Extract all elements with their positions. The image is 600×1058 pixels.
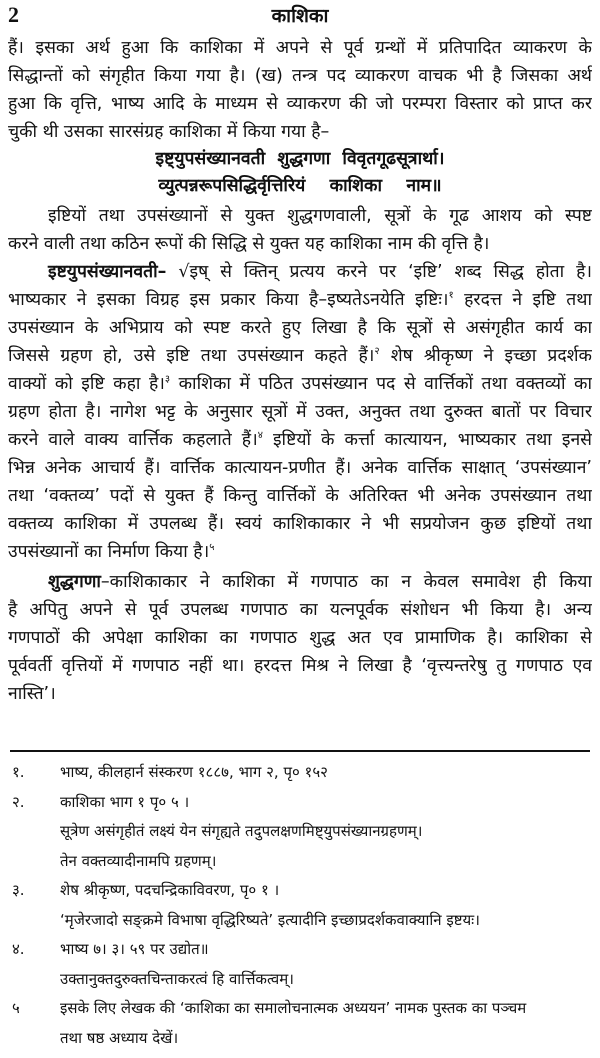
footnote-number: ५ bbox=[12, 999, 20, 1017]
footnote-number: ३. bbox=[12, 881, 25, 899]
footnote-ref: २ bbox=[374, 346, 380, 358]
footnote-text: भाष्य ७। ३। ५९ पर उद्योत॥ bbox=[60, 940, 209, 958]
footnote-text: शेष श्रीकृष्ण, पदचन्द्रिकाविवरण, पृ० १ । bbox=[60, 881, 280, 899]
footnote-row bbox=[8, 965, 592, 995]
footnote-row bbox=[8, 847, 592, 877]
text: शेष श्रीकृष्ण ने इच्छा प्रदर्शक bbox=[379, 346, 592, 366]
footnotes bbox=[8, 758, 592, 1053]
text-line: गणपाठों की अपेक्षा काशिका का गणपाठ शुद्ध अत एव प्रामाणिक है। काशिका से bbox=[8, 628, 592, 648]
footnote-text: तेन वक्तव्यादीनामपि ग्रहणम्। bbox=[60, 851, 217, 870]
text: जिससे ग्रहण हो, उसे इष्टि तथा उपसंख्यान कहते हैं। bbox=[8, 346, 375, 366]
text-line: हुआ कि वृत्ति, भाष्य आदि के माध्यम से व्याकरण की जो परम्परा विस्तार को प्राप्त कर bbox=[8, 94, 592, 114]
footnote-text: इसके लिए लेखक की ‘काशिका का समालोचनात्मक अध्ययन’ नामक पुस्तक का पञ्चम bbox=[60, 999, 527, 1017]
text: हरदत्त ने इष्टि तथा bbox=[453, 290, 592, 310]
text-line: है अपितु अपने से पूर्व उपलब्ध गणपाठ का यत्नपूर्वक संशोधन भी किया है। अन्य bbox=[8, 600, 592, 620]
footnote-row bbox=[8, 1024, 592, 1054]
footnote-row bbox=[8, 817, 592, 847]
text: भाष्यकार ने इसका विग्रह इस प्रकार किया है–इष्यतेऽनयेति इष्टिः। bbox=[8, 290, 449, 310]
text-line: नास्ति’। bbox=[8, 684, 56, 704]
main-text bbox=[8, 34, 592, 708]
paragraph-1 bbox=[8, 34, 592, 146]
text: काशिका में पठित उपसंख्यान पद से वार्त्तिकों तथा वक्तव्यों का bbox=[170, 374, 592, 394]
text-line: इष्टियों तथा उपसंख्यानों से युक्त शुद्धगणवाली, सूत्रों के गूढ आशय को स्पष्ट bbox=[48, 206, 592, 226]
footnote-row bbox=[8, 876, 592, 906]
footnote-text: सूत्रेण असंगृहीतं लक्ष्यं येन संगृह्यते तदुपलक्षणमिष्ट्युपसंख्यानग्रहणम्। bbox=[60, 822, 423, 840]
footnote-divider bbox=[10, 750, 590, 752]
text-line bbox=[8, 568, 592, 596]
footnote-ref: ३ bbox=[164, 374, 171, 386]
footnote-ref: ५ bbox=[209, 542, 215, 554]
footnote-text: तथा षष्ठ अध्याय देखें। bbox=[60, 1028, 179, 1047]
text-line: भिन्न अनेक आचार्य हैं। वार्त्तिक कात्यायन-प्रणीत हैं। अनेक वार्त्तिक साक्षात् ‘उपसंख्यान’ bbox=[8, 458, 592, 478]
footnote-row bbox=[8, 994, 592, 1024]
text-line bbox=[8, 426, 592, 454]
footnote-row bbox=[8, 788, 592, 818]
text-line bbox=[8, 286, 592, 314]
text-line: पूर्ववर्ती वृत्तियों में गणपाठ नहीं था। हरदत्त मिश्र ने लिखा है ‘वृत्त्यन्तरेषु तु गणपाठ एव bbox=[8, 656, 592, 676]
footnote-row bbox=[8, 758, 592, 788]
verse-line: व्युत्पन्नरूपसिद्धिर्वृत्तिरियं काशिका नाम॥ bbox=[158, 176, 442, 196]
paragraph-3 bbox=[8, 258, 592, 566]
text-line: वक्तव्य काशिका में उपलब्ध हैं। स्वयं काशिकाकार ने भी सप्रयोजन कुछ इष्टियों तथा bbox=[8, 514, 592, 534]
text-line bbox=[8, 370, 592, 398]
term-heading: इष्टयुपसंख्यानवती– bbox=[48, 262, 167, 282]
footnote-text: भाष्य, कीलहार्न संस्करण १८८७, भाग २, पृ० १५२ bbox=[60, 763, 328, 781]
text-line bbox=[8, 538, 592, 566]
text-line: उपसंख्यान के अभिप्राय को स्पष्ट करते हुए लिखा है कि सूत्रों से असंगृहीत कार्य का bbox=[8, 318, 592, 338]
footnote-row bbox=[8, 935, 592, 965]
footnote-text: ‘मृजेरजादो सङ्क्रमे विभाषा वृद्धिरिष्यते’ इत्यादीनि इच्छाप्रदर्शकवाक्यानि इष्टयः। bbox=[60, 910, 480, 929]
paragraph-2 bbox=[8, 202, 592, 258]
footnote-text: काशिका भाग १ पृ० ५ । bbox=[60, 792, 190, 811]
text-line bbox=[8, 258, 592, 286]
term-heading: शुद्धगणा bbox=[48, 572, 101, 592]
page-number: 2 bbox=[8, 2, 19, 27]
footnote-number: ४. bbox=[12, 940, 25, 958]
text-line: हैं। इसका अर्थ हुआ कि काशिका में अपने से पूर्व ग्रन्थों में प्रतिपादित व्याकरण के bbox=[8, 38, 592, 58]
footnote-number: २. bbox=[12, 792, 25, 811]
text: वाक्यों को इष्टि कहा है। bbox=[8, 374, 165, 394]
footnote-row bbox=[8, 906, 592, 936]
text: उपसंख्यानों का निर्माण किया है। bbox=[8, 542, 210, 562]
paragraph-4 bbox=[8, 568, 592, 708]
text-line: तथा ‘वक्तव्य’ पदों से युक्त हैं किन्तु वार्त्तिकों के अतिरिक्त भी अनेक उपसंख्यान तथा bbox=[8, 486, 592, 506]
text-line: करने वाली तथा कठिन रूपों की सिद्धि से युक्त यह काशिका नाम की वृत्ति है। bbox=[8, 234, 490, 254]
footnote-text: उक्तानुक्तदुरुक्तचिन्ताकरत्वं हि वार्त्तिकत्वम्। bbox=[60, 969, 294, 988]
text: √इष् से क्तिन् प्रत्यय करने पर ‘इष्टि’ शब्द सिद्ध होता है। bbox=[178, 262, 592, 282]
text: इष्टियों के कर्त्ता कात्यायन, भाष्यकार तथा इनसे bbox=[262, 430, 592, 450]
page-header bbox=[0, 2, 600, 30]
text-line bbox=[8, 342, 592, 370]
text: –काशिकाकार ने काशिका में गणपाठ का न केवल समावेश ही किया bbox=[100, 572, 592, 592]
sanskrit-verse bbox=[8, 146, 592, 200]
footnote-ref: ४ bbox=[257, 430, 263, 442]
text-line: ग्रहण होता है। नागेश भट्ट के अनुसार सूत्रों में उक्त, अनुक्त तथा दुरुक्त बातों पर विचार bbox=[8, 402, 592, 422]
running-title: काशिका bbox=[271, 5, 329, 27]
text-line: चुकी थी उसका सारसंग्रह काशिका में किया गया है– bbox=[8, 122, 330, 142]
text-line: सिद्धान्तों को संगृहीत किया गया है। (ख) तन्त्र पद व्याकरण वाचक भी है जिसका अर्थ bbox=[8, 66, 592, 86]
text: करने वाले वाक्य वार्त्तिक कहलाते हैं। bbox=[8, 430, 258, 450]
footnote-number: १. bbox=[12, 763, 25, 781]
footnote-ref: १ bbox=[448, 290, 454, 302]
verse-line: इष्ट्युपसंख्यानवती शुद्धगणा विवृतगूढसूत्रार्था। bbox=[155, 149, 445, 169]
